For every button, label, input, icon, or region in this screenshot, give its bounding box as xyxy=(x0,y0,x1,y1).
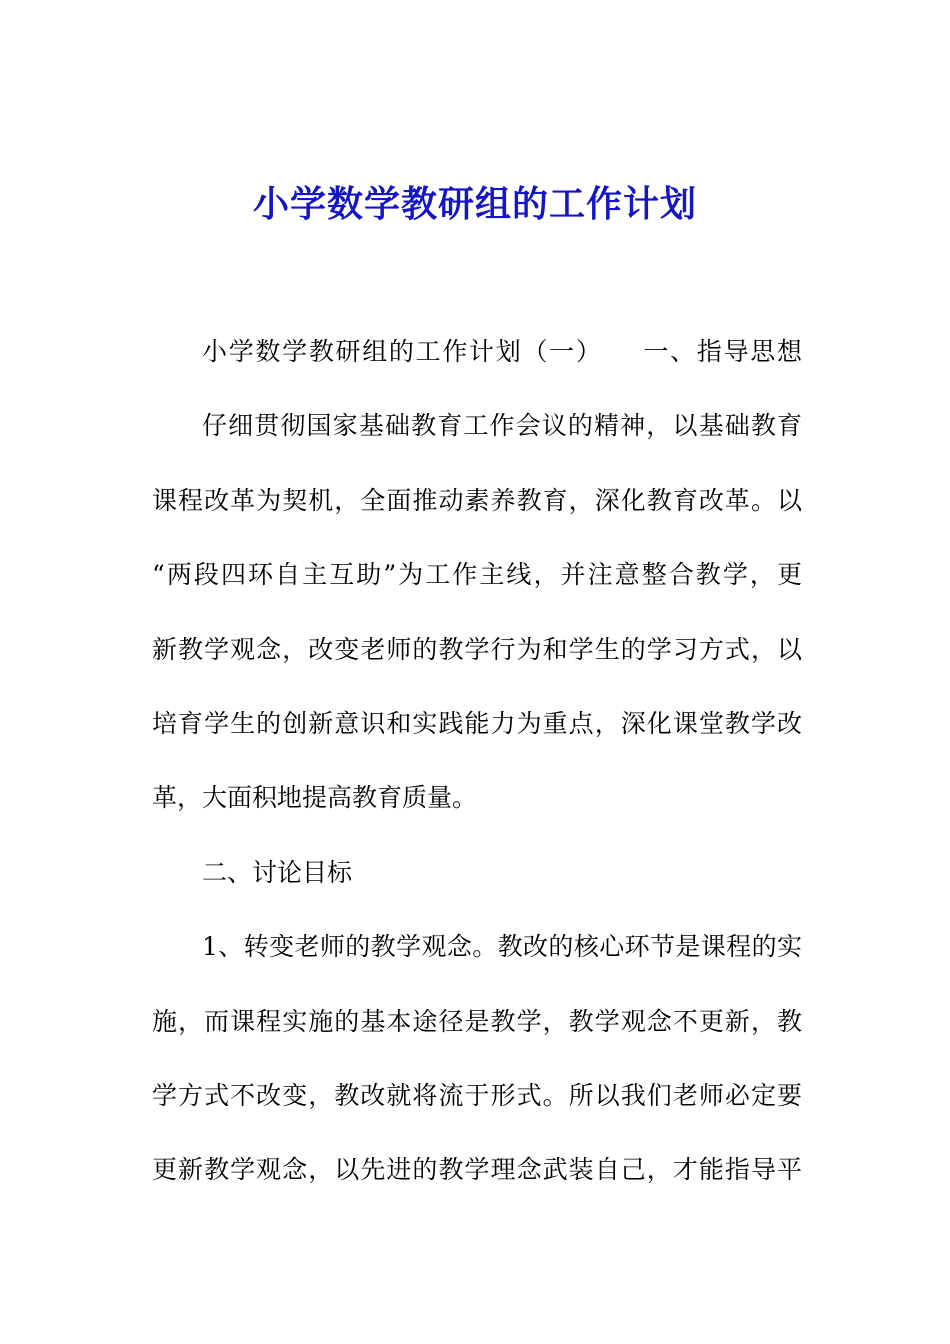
paragraph-line: 小学数学教研组的工作计划（一） 一、指导思想 xyxy=(202,337,802,366)
paragraph-line: 新教学观念，改变老师的教学行为和学生的学习方式，以 xyxy=(152,634,802,664)
paragraph-line: 学方式不改变，教改就将流于形式。所以我们老师必定要 xyxy=(152,1080,802,1110)
paragraph-line: 革，大面积地提高教育质量。 xyxy=(152,783,478,813)
section-heading: 二、讨论目标 xyxy=(202,857,353,887)
paragraph-line: 课程改革为契机，全面推动素养教育，深化教育改革。以 xyxy=(152,485,802,515)
document-body xyxy=(152,334,802,1227)
paragraph-line: 1、转变老师的教学观念。教改的核心环节是课程的实 xyxy=(202,932,802,962)
paragraph-line: “两段四环自主互助”为工作主线，并注意整合教学，更 xyxy=(152,560,802,590)
paragraph-line: 培育学生的创新意识和实践能力为重点，深化课堂教学改 xyxy=(152,708,802,738)
paragraph-line: 更新教学观念，以先进的教学理念武装自己，才能指导平 xyxy=(152,1155,802,1185)
paragraph-line: 施，而课程实施的基本途径是教学，教学观念不更新，教 xyxy=(152,1006,802,1036)
document-title: 小学数学教研组的工作计划 xyxy=(252,183,697,225)
paragraph-line: 仔细贯彻国家基础教育工作会议的精神，以基础教育 xyxy=(202,411,802,441)
